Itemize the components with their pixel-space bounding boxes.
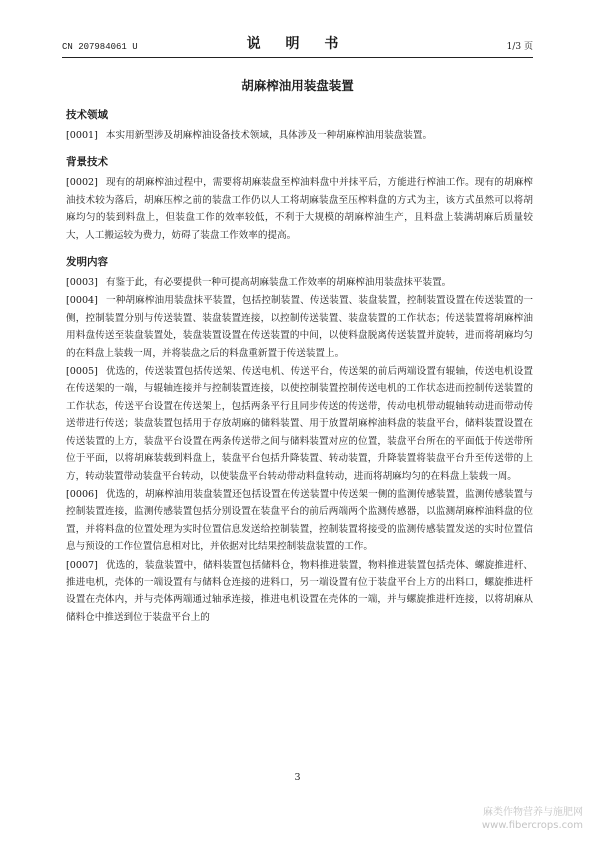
watermark-line-1: 麻类作物营养与施肥网 bbox=[483, 807, 583, 818]
patent-number: CN 207984061 U bbox=[62, 42, 138, 52]
paragraph-text: 现有的胡麻榨油过程中，需要将胡麻装盘至榨油料盘中并抹平后，方能进行榨油工作。现有的胡麻榨油技术较为落后，胡麻压榨之前的装盘工作仍以人工将胡麻装盘至压榨料盘的方式为主，该方式虽然可以将胡麻均匀的装到料盘上，但装盘工作的效率较低，不利于大规模的胡麻榨油生产，且料盘上装满胡麻后质量较大，人工搬运较为费力，妨碍了装盘工作效率的提高。 bbox=[66, 177, 533, 241]
paragraph-text: 有鉴于此，有必要提供一种可提高胡麻装盘工作效率的胡麻榨油用装盘抹平装置。 bbox=[105, 277, 452, 289]
paragraph-text: 优选的，传送装置包括传送架、传送电机、传送平台，传送架的前后两端设置有辊轴，传送电机设置在传送架的一端，与辊轴连接并与控制装置连接，以使控制装置控制传送电机的工作状态进而控制传送装置的工作状态，传送平台设置在传送架上，包括两条平行且同步传送的传送带，传动电机带动辊轴转动进而带动传送带进行传送；装盘装置包括用于存放胡麻的储料装置、用于放置胡麻榨油料盘的装盘平台，储料装置设置在传送装置的上方，装盘平台设置在两条传送带之间与储料装置对应的位置，装盘平台所在的平面低于传送带所位于平面，以将胡麻装载到料盘上，装盘平台包括升降装置、转动装置，升降装置将装盘平台升至传送带的上方，转动装置带动装盘平台转动，以使装盘平台转动带动料盘转动，进而将胡麻均匀的在料盘上装载一周。 bbox=[66, 366, 533, 482]
paragraph-text: 一种胡麻榨油用装盘抹平装置，包括控制装置、传送装置、装盘装置，控制装置设置在传送装置的一侧，控制装置分别与传送装置、装盘装置连接，以控制传送装置、装盘装置的工作状态；传送装置将胡麻榨油用料盘传送至装盘装置处，装盘装置设置在传送装置的中间，以使料盘脱离传送装置并旋转，进而将胡麻均匀的在料盘上装载一周，并将装盘之后的料盘重新置于传送装置上。 bbox=[66, 295, 533, 359]
section-heading: 技术领域 bbox=[66, 109, 108, 121]
watermark-line-2: www.fibercrops.com bbox=[481, 820, 583, 831]
page-info: 1/3 页 bbox=[506, 42, 533, 52]
site-watermark bbox=[482, 806, 583, 832]
paragraph-number: [0005] bbox=[66, 366, 98, 378]
paragraph-number: [0001] bbox=[66, 130, 98, 141]
paragraph-number: [0004] bbox=[66, 295, 98, 307]
paragraph-number: [0003] bbox=[66, 277, 98, 289]
paragraph bbox=[66, 363, 533, 485]
paragraph-text: 优选的，胡麻榨油用装盘装置还包括设置在传送装置中传送架一侧的监测传感装置，监测传感装置与控制装置连接，监测传感装置包括分别设置在装盘平台的前后两端两个监测传感器，以监测胡麻榨油料盘的位置，并将料盘的位置处理为实时位置信息发送给控制装置，控制装置将接受的监测传感装置发送的实时位置信息与预设的工作位置信息相对比，并依据对比结果控制装盘装置的工作。 bbox=[66, 488, 533, 553]
paragraph-number: [0002] bbox=[66, 177, 98, 189]
page-number: 3 bbox=[294, 772, 301, 783]
paragraph-number: [0007] bbox=[66, 559, 98, 571]
section-heading: 背景技术 bbox=[66, 156, 108, 169]
paragraph bbox=[66, 292, 533, 362]
paragraph-text: 本实用新型涉及胡麻榨油设备技术领域，具体涉及一种胡麻榨油用装盘装置。 bbox=[105, 130, 433, 141]
document-title: 胡麻榨油用装盘装置 bbox=[241, 78, 354, 93]
paragraph-text: 优选的，装盘装置中，储料装置包括储料仓，物料推进装置，物料推进装置包括壳体、螺旋推进杆、推进电机，壳体的一端设置有与储料仓连接的进料口，另一端设置有位于装盘平台上方的出料口，螺旋推进杆设置在壳体内，并与壳体两端通过轴承连接，推进电机设置在壳体的一端，并与螺旋推进杆连接，以将胡麻从储料仓中推送到位于装盘平台上的 bbox=[66, 559, 533, 623]
paragraph bbox=[66, 127, 533, 144]
paragraph-number: [0006] bbox=[66, 488, 98, 500]
paragraph bbox=[66, 557, 533, 627]
section-heading: 发明内容 bbox=[66, 256, 108, 269]
paragraph bbox=[66, 174, 533, 244]
header-rule bbox=[62, 57, 533, 58]
page-header bbox=[62, 34, 533, 56]
paragraph bbox=[66, 274, 533, 291]
document-type: 说 明 书 bbox=[246, 36, 349, 52]
document-body bbox=[66, 108, 533, 627]
paragraph bbox=[66, 486, 533, 556]
